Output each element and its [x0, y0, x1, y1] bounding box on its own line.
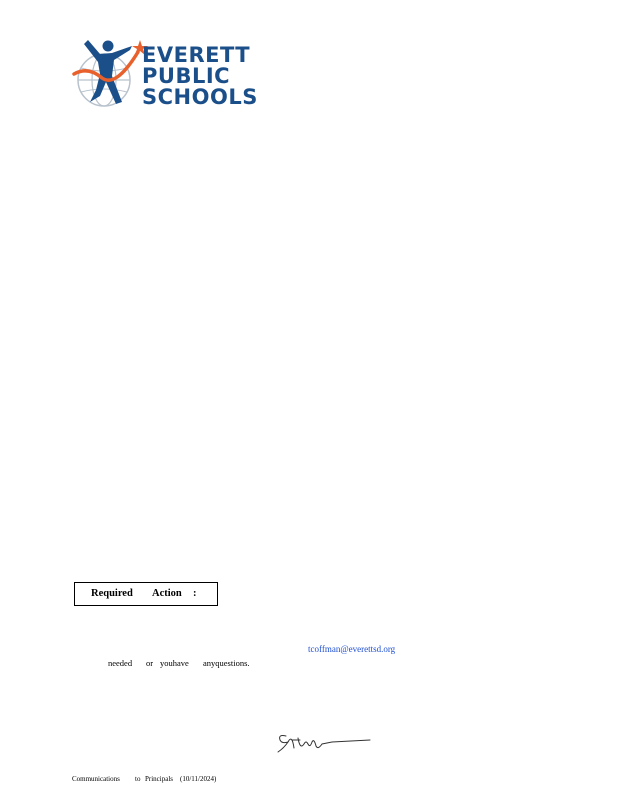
footer-word-principals: Principals — [145, 775, 173, 783]
logo-line-3: SCHOOLS — [142, 85, 258, 109]
handwritten-signature — [274, 728, 374, 756]
required-action-box — [74, 582, 218, 606]
note-word-needed: needed — [108, 658, 133, 668]
contact-email-link[interactable]: tcoffman@everettsd.org — [308, 644, 396, 654]
action-colon: : — [193, 588, 197, 599]
footer-date: (10/11/2024) — [180, 775, 217, 783]
action-label: Action — [152, 588, 182, 599]
logo-wordmark — [142, 45, 258, 108]
note-word-anyquestions: anyquestions. — [203, 658, 250, 668]
logo-line-2: PUBLIC — [142, 64, 231, 88]
logo-line-1: EVERETT — [142, 43, 251, 67]
footer-word-communications: Communications — [72, 775, 120, 783]
note-word-youhave: youhave — [160, 658, 189, 668]
logo-emblem-icon — [70, 36, 150, 114]
everett-public-schools-logo — [70, 36, 258, 114]
note-word-or: or — [146, 658, 154, 668]
footer-word-to: to — [135, 775, 141, 783]
required-label: Required — [91, 588, 133, 599]
